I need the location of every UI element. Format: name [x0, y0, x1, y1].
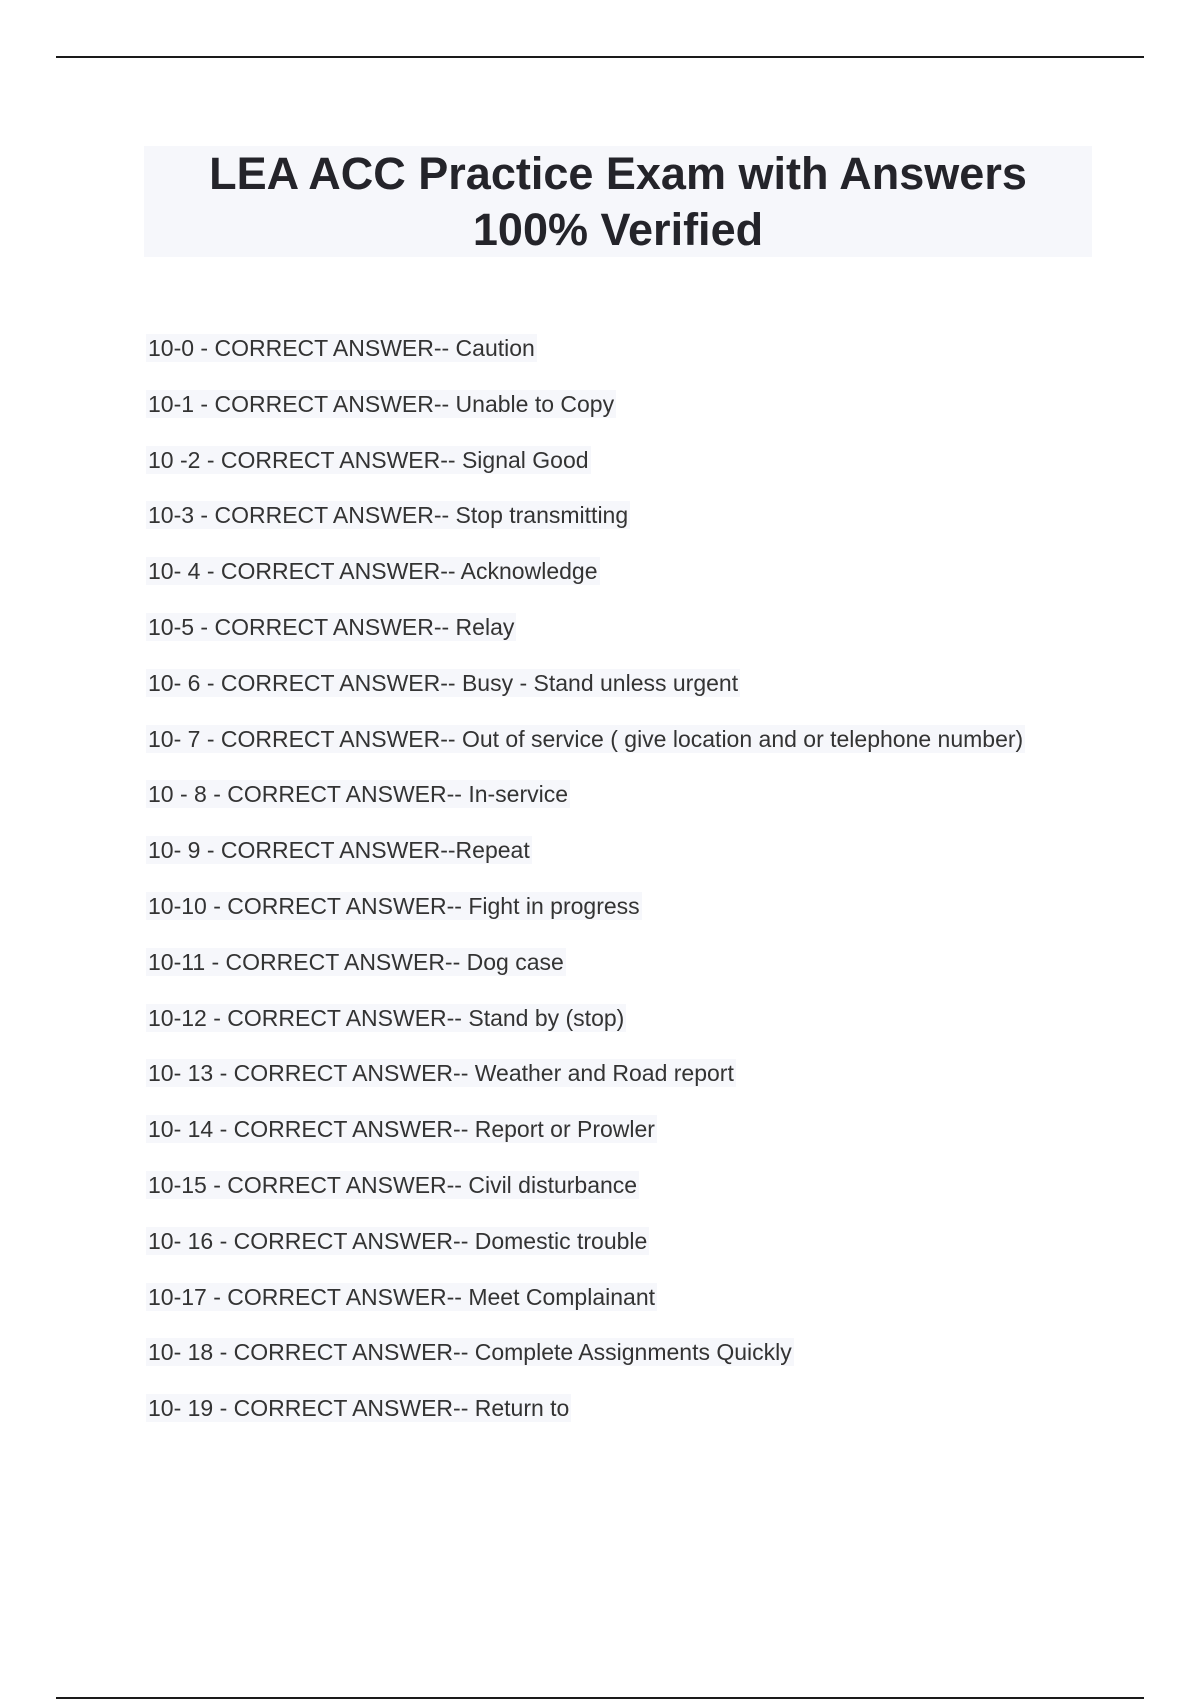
list-item	[146, 1115, 1146, 1171]
bottom-divider	[56, 1697, 1144, 1699]
qa-text: 10-0 - CORRECT ANSWER-- Caution	[148, 335, 535, 361]
list-item	[146, 1227, 1146, 1283]
qa-text: 10 -2 - CORRECT ANSWER-- Signal Good	[148, 446, 589, 473]
top-divider	[56, 56, 1144, 58]
qa-text: 10- 14 - CORRECT ANSWER-- Report or Prowler	[148, 1116, 655, 1143]
list-item	[146, 390, 1146, 446]
qa-text: 10-11 - CORRECT ANSWER-- Dog case	[148, 948, 564, 975]
qa-text: 10- 9 - CORRECT ANSWER--Repeat	[148, 837, 530, 864]
qa-text: 10- 4 - CORRECT ANSWER-- Acknowledge	[148, 558, 598, 585]
qa-text: 10- 7 - CORRECT ANSWER-- Out of service ( give location and or telephone number)	[148, 725, 1024, 752]
qa-text: 10-17 - CORRECT ANSWER-- Meet Complainant	[148, 1283, 655, 1310]
list-item	[146, 1338, 1146, 1394]
qa-text: 10-10 - CORRECT ANSWER-- Fight in progress	[148, 892, 640, 919]
qa-text: 10- 13 - CORRECT ANSWER-- Weather and Road report	[148, 1060, 734, 1087]
list-item	[146, 1394, 1146, 1450]
qa-text: 10-5 - CORRECT ANSWER-- Relay	[148, 613, 515, 640]
qa-text: 10-15 - CORRECT ANSWER-- Civil disturbance	[148, 1171, 638, 1198]
list-item	[146, 892, 1146, 948]
list-item	[146, 948, 1146, 1004]
list-item	[146, 446, 1146, 502]
list-item	[146, 836, 1146, 892]
qa-text: 10-12 - CORRECT ANSWER-- Stand by (stop)	[148, 1004, 625, 1031]
qa-text: 10- 6 - CORRECT ANSWER-- Busy - Stand unless urgent	[148, 669, 739, 696]
title-line-2: 100% Verified	[472, 203, 764, 255]
list-item	[146, 1059, 1146, 1115]
title-line-1: LEA ACC Practice Exam with Answers	[209, 147, 1027, 199]
list-item	[146, 557, 1146, 613]
qa-text: 10-1 - CORRECT ANSWER-- Unable to Copy	[148, 390, 615, 417]
qa-text: 10- 18 - CORRECT ANSWER-- Complete Assignments Quickly	[148, 1339, 792, 1366]
list-item	[146, 1283, 1146, 1339]
qa-text: 10 - 8 - CORRECT ANSWER-- In-service	[148, 781, 569, 808]
list-item	[146, 1171, 1146, 1227]
page-title	[209, 146, 1027, 258]
list-item	[146, 780, 1146, 836]
list-item	[146, 613, 1146, 669]
qa-text: 10- 16 - CORRECT ANSWER-- Domestic trouble	[148, 1227, 648, 1254]
list-item	[146, 1004, 1146, 1060]
list-item	[146, 725, 1146, 781]
title-box	[144, 146, 1092, 257]
list-item	[146, 334, 1146, 390]
list-item	[146, 501, 1146, 557]
list-item	[146, 669, 1146, 725]
qa-list	[146, 334, 1146, 1450]
qa-text: 10- 19 - CORRECT ANSWER-- Return to	[148, 1395, 570, 1422]
qa-text: 10-3 - CORRECT ANSWER-- Stop transmitting	[148, 502, 629, 529]
